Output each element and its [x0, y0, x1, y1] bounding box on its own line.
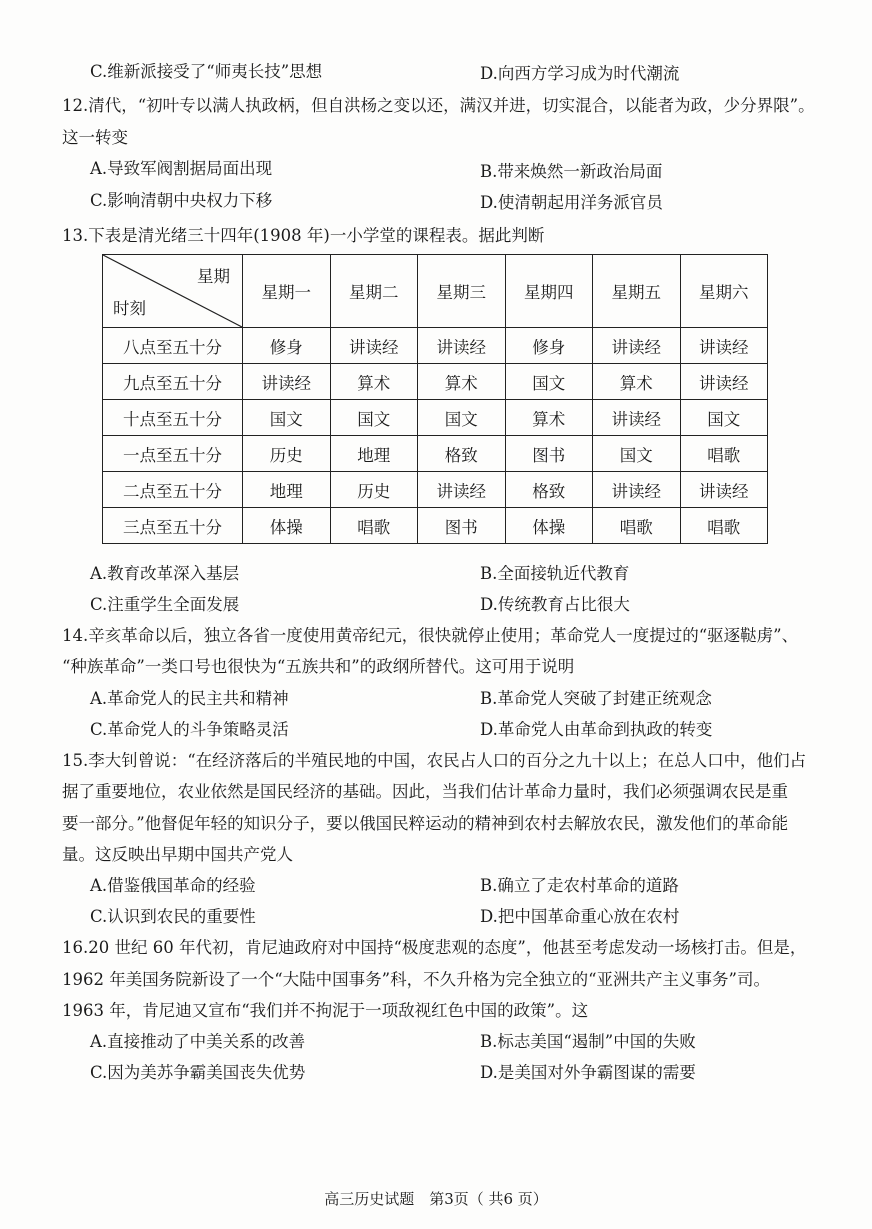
subject-cell: 唱歌: [593, 508, 681, 544]
corner-label-day: 星期: [197, 267, 230, 286]
q15-option-b: B.确立了走农村革命的道路: [480, 876, 679, 895]
subject-cell: 唱歌: [330, 508, 418, 544]
subject-cell: 国文: [593, 436, 681, 472]
q14-option-b: B.革命党人突破了封建正统观念: [480, 689, 712, 708]
schedule-row: [103, 472, 768, 508]
q15-stem-line2: 据了重要地位，农业依然是国民经济的基础。因此，当我们估计革命力量时，我们必须强调农民是重: [62, 782, 788, 801]
subject-cell: 算术: [330, 364, 418, 400]
q14-option-a: A.革命党人的民主共和精神: [90, 689, 289, 708]
subject-cell: 讲读经: [418, 328, 506, 364]
schedule-row: [103, 508, 768, 544]
time-cell: 九点至五十分: [103, 364, 243, 400]
subject-cell: 地理: [330, 436, 418, 472]
schedule-corner-cell: [103, 255, 243, 328]
q16-stem-line1: 16.20 世纪 60 年代初，肯尼迪政府对中国持“极度悲观的态度”，他甚至考虑发动一场核打击。但是，: [62, 938, 807, 957]
subject-cell: 国文: [680, 400, 768, 436]
subject-cell: 地理: [243, 472, 331, 508]
subject-cell: 讲读经: [593, 400, 681, 436]
schedule-row: [103, 364, 768, 400]
q16-stem-line3: 1963 年，肯尼迪又宣布“我们并不拘泥于一项敌视红色中国的政策”。这: [62, 1001, 589, 1020]
q12-stem-line1: 12.清代，“初叶专以满人执政柄，但自洪杨之变以还，满汉并进，切实混合，以能者为政，少分界限”。: [62, 96, 815, 115]
subject-cell: 算术: [593, 364, 681, 400]
subject-cell: 国文: [330, 400, 418, 436]
day-header: 星期二: [330, 255, 418, 328]
subject-cell: 讲读经: [680, 328, 768, 364]
subject-cell: 算术: [418, 364, 506, 400]
day-header: 星期三: [418, 255, 506, 328]
q12-stem-line2: 这一转变: [62, 128, 128, 147]
subject-cell: 讲读经: [243, 364, 331, 400]
corner-label-time: 时刻: [113, 299, 146, 318]
schedule-table: [102, 254, 768, 544]
subject-cell: 国文: [505, 364, 593, 400]
time-cell: 一点至五十分: [103, 436, 243, 472]
q13-option-a: A.教育改革深入基层: [90, 564, 240, 583]
q15-stem-line1: 15.李大钊曾说：“在经济落后的半殖民地的中国，农民占人口的百分之九十以上；在总人口中，他们占: [62, 751, 807, 770]
subject-cell: 唱歌: [680, 508, 768, 544]
q15-option-c: C.认识到农民的重要性: [90, 907, 256, 926]
subject-cell: 讲读经: [330, 328, 418, 364]
q16-option-b: B.标志美国“遏制”中国的失败: [480, 1032, 696, 1051]
day-header: 星期六: [680, 255, 768, 328]
subject-cell: 历史: [330, 472, 418, 508]
subject-cell: 讲读经: [593, 328, 681, 364]
subject-cell: 图书: [505, 436, 593, 472]
subject-cell: 唱歌: [680, 436, 768, 472]
q14-stem-line2: “种族革命”一类口号也很快为“五族共和”的政纲所替代。这可用于说明: [62, 657, 575, 676]
subject-cell: 修身: [243, 328, 331, 364]
subject-cell: 历史: [243, 436, 331, 472]
subject-cell: 体操: [243, 508, 331, 544]
schedule-row: [103, 400, 768, 436]
subject-cell: 修身: [505, 328, 593, 364]
q13-option-b: B.全面接轨近代教育: [480, 564, 630, 583]
subject-cell: 格致: [505, 472, 593, 508]
subject-cell: 国文: [243, 400, 331, 436]
schedule-row: [103, 328, 768, 364]
subject-cell: 国文: [418, 400, 506, 436]
q15-option-d: D.把中国革命重心放在农村: [480, 907, 680, 926]
q14-stem-line1: 14.辛亥革命以后，独立各省一度使用黄帝纪元，很快就停止使用；革命党人一度提过的“驱逐鞑虏”、: [62, 626, 799, 645]
time-cell: 八点至五十分: [103, 328, 243, 364]
q13-stem: 13.下表是清光绪三十四年(1908 年)一小学堂的课程表。据此判断: [62, 226, 545, 245]
q15-stem-line3: 要一部分。”他督促年轻的知识分子，要以俄国民粹运动的精神到农村去解放农民，激发他们的革命能: [62, 814, 789, 833]
time-cell: 二点至五十分: [103, 472, 243, 508]
subject-cell: 算术: [505, 400, 593, 436]
day-header: 星期四: [505, 255, 593, 328]
q12-option-b: B.带来焕然一新政治局面: [480, 162, 663, 181]
subject-cell: 格致: [418, 436, 506, 472]
schedule-header-row: [103, 255, 768, 328]
subject-cell: 图书: [418, 508, 506, 544]
q13-option-c: C.注重学生全面发展: [90, 595, 240, 614]
subject-cell: 讲读经: [680, 364, 768, 400]
schedule-row: [103, 436, 768, 472]
q15-stem-line4: 量。这反映出早期中国共产党人: [62, 845, 293, 864]
q12-option-a: A.导致军阀割据局面出现: [90, 159, 273, 178]
q12-option-d: D.使清朝起用洋务派官员: [480, 193, 663, 212]
q13-option-d: D.传统教育占比很大: [480, 595, 630, 614]
subject-cell: 体操: [505, 508, 593, 544]
page-footer: 高三历史试题 第3页（ 共6 页）: [324, 1190, 548, 1208]
q11-option-c: C.维新派接受了“师夷长技”思想: [90, 62, 323, 81]
subject-cell: 讲读经: [418, 472, 506, 508]
q16-option-a: A.直接推动了中美关系的改善: [90, 1032, 306, 1051]
subject-cell: 讲读经: [593, 472, 681, 508]
q16-option-c: C.因为美苏争霸美国丧失优势: [90, 1063, 306, 1082]
day-header: 星期一: [243, 255, 331, 328]
q16-stem-line2: 1962 年美国务院新设了一个“大陆中国事务”科，不久升格为完全独立的“亚洲共产主义事务”司。: [62, 970, 770, 989]
time-cell: 三点至五十分: [103, 508, 243, 544]
q11-option-d: D.向西方学习成为时代潮流: [480, 64, 680, 83]
q15-option-a: A.借鉴俄国革命的经验: [90, 876, 256, 895]
subject-cell: 讲读经: [680, 472, 768, 508]
time-cell: 十点至五十分: [103, 400, 243, 436]
q16-option-d: D.是美国对外争霸图谋的需要: [480, 1063, 696, 1082]
day-header: 星期五: [593, 255, 681, 328]
q14-option-c: C.革命党人的斗争策略灵活: [90, 720, 289, 739]
q14-option-d: D.革命党人由革命到执政的转变: [480, 720, 713, 739]
q12-option-c: C.影响清朝中央权力下移: [90, 191, 273, 210]
